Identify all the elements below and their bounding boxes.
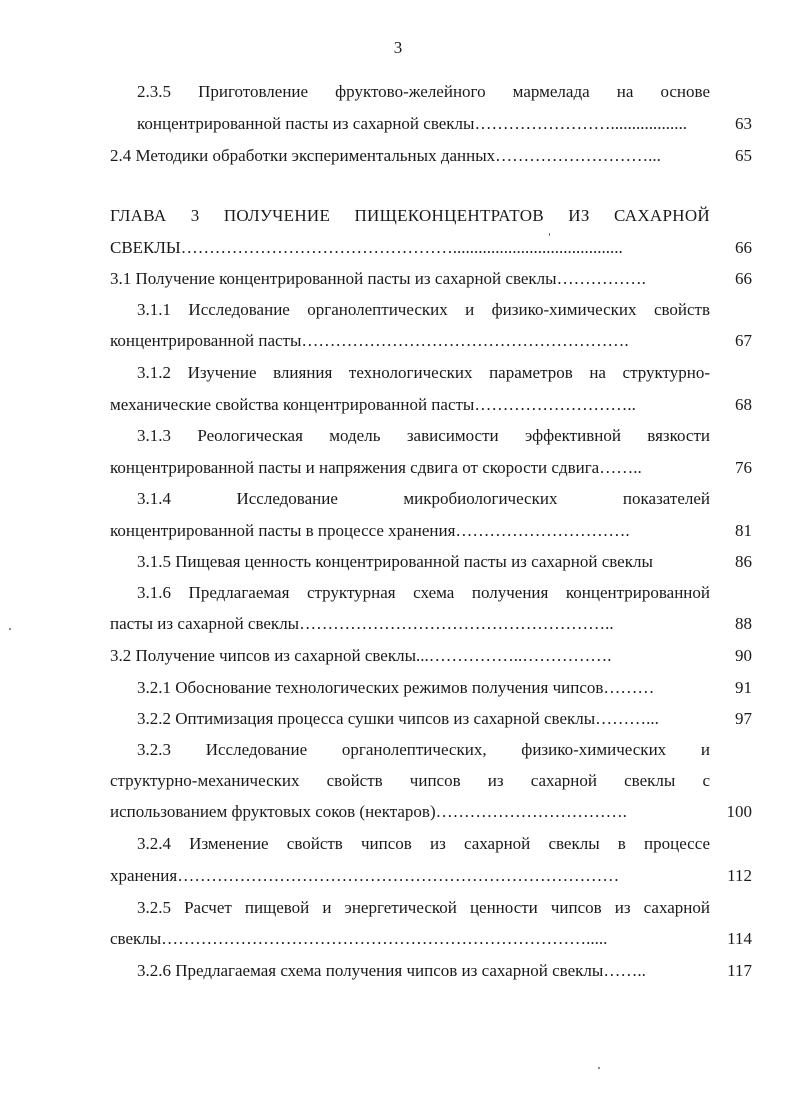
toc-entry-3-2-3-line-3: использованием фруктовых соков (нектаров)……………………………. — [110, 802, 627, 821]
chapter-3-page: 66 — [735, 238, 752, 257]
toc-entry-3-1-6-line-1: 3.1.6 Предлагаемая структурная схема получения концентрированной — [137, 583, 710, 602]
toc-entry-3-1-5-page: 86 — [735, 552, 752, 571]
chapter-3-heading-line-1: ГЛАВА 3 ПОЛУЧЕНИЕ ПИЩЕКОНЦЕНТРАТОВ ИЗ САХАРНОЙ — [110, 206, 710, 225]
toc-entry-3-1-3-page: 76 — [735, 458, 752, 477]
toc-entry-2-3-5-line-1: 2.3.5 Приготовление фруктово-желейного мармелада на основе — [137, 82, 710, 101]
chapter-3-heading-line-2: СВЕКЛЫ…………………………………………........................................ — [110, 238, 623, 257]
toc-entry-3-2-page: 90 — [735, 646, 752, 665]
toc-entry-3-2-5-page: 114 — [727, 929, 752, 948]
scan-speck — [598, 1067, 600, 1069]
toc-entry-2-3-5-page: 63 — [735, 114, 752, 133]
toc-entry-3-1-1-page: 67 — [735, 331, 752, 350]
toc-entry-3-2-4-line-1: 3.2.4 Изменение свойств чипсов из сахарной свеклы в процессе — [137, 834, 710, 853]
toc-entry-2-4-line-1: 2.4 Методики обработки экспериментальных данных………………………... — [110, 146, 661, 165]
toc-entry-3-1-page: 66 — [735, 269, 752, 288]
toc-entry-3-1-4-line-1: 3.1.4 Исследование микробиологических показателей — [137, 489, 710, 508]
toc-entry-3-2-3-line-1: 3.2.3 Исследование органолептических, физико-химических и — [137, 740, 710, 759]
toc-entry-3-2-3-page: 100 — [726, 802, 752, 821]
toc-entry-3-1-5-line-1: 3.1.5 Пищевая ценность концентрированной пасты из сахарной свеклы — [137, 552, 653, 571]
toc-entry-3-1-4-page: 81 — [735, 521, 752, 540]
toc-entry-3-1-2-line-1: 3.1.2 Изучение влияния технологических параметров на структурно- — [137, 363, 710, 382]
toc-entry-3-1-line-1: 3.1 Получение концентрированной пасты из сахарной свеклы……………. — [110, 269, 646, 288]
toc-entry-2-4-page: 65 — [735, 146, 752, 165]
toc-entry-3-2-4-line-2: хранения…………………………………………………………………… — [110, 866, 620, 885]
toc-entry-3-1-1-line-2: концентрированной пасты…………………………………………………. — [110, 331, 629, 350]
toc-entry-2-3-5-line-2: концентрированной пасты из сахарной свеклы…………………….................. — [137, 114, 687, 133]
toc-entry-3-2-1-line-1: 3.2.1 Обоснование технологических режимов получения чипсов……… — [137, 678, 655, 697]
toc-entry-3-2-5-line-1: 3.2.5 Расчет пищевой и энергетической ценности чипсов из сахарной — [137, 898, 710, 917]
toc-entry-3-2-5-line-2: свеклы…………………………………………………………………..... — [110, 929, 608, 948]
toc-entry-3-1-4-line-2: концентрированной пасты в процессе хранения…………………………. — [110, 521, 630, 540]
toc-entry-3-1-3-line-2: концентрированной пасты и напряжения сдвига от скорости сдвига…….. — [110, 458, 642, 477]
toc-entry-3-2-line-1: 3.2 Получение чипсов из сахарной свеклы...……………..……………. — [110, 646, 612, 665]
toc-entry-3-1-3-line-1: 3.1.3 Реологическая модель зависимости эффективной вязкости — [137, 426, 710, 445]
toc-entry-3-1-6-page: 88 — [735, 614, 752, 633]
toc-entry-3-2-2-line-1: 3.2.2 Оптимизация процесса сушки чипсов из сахарной свеклы………... — [137, 709, 659, 728]
toc-entry-3-2-2-page: 97 — [735, 709, 752, 728]
toc-entry-3-2-3-line-2: структурно-механических свойств чипсов из сахарной свеклы с — [110, 771, 710, 790]
toc-entry-3-2-6-page: 117 — [727, 961, 752, 980]
toc-entry-3-1-2-line-2: механические свойства концентрированной пасты……………………….. — [110, 395, 636, 414]
scan-speck — [9, 628, 11, 630]
toc-entry-3-2-4-page: 112 — [727, 866, 752, 885]
scan-speck — [549, 233, 550, 236]
toc-entry-3-1-2-page: 68 — [735, 395, 752, 414]
toc-entry-3-1-6-line-2: пасты из сахарной свеклы……………………………………………….. — [110, 614, 614, 633]
toc-entry-3-2-1-page: 91 — [735, 678, 752, 697]
toc-entry-3-1-1-line-1: 3.1.1 Исследование органолептических и физико-химических свойств — [137, 300, 710, 319]
toc-entry-3-2-6-line-1: 3.2.6 Предлагаемая схема получения чипсов из сахарной свеклы…….. — [137, 961, 646, 980]
page-number: 3 — [393, 38, 403, 57]
